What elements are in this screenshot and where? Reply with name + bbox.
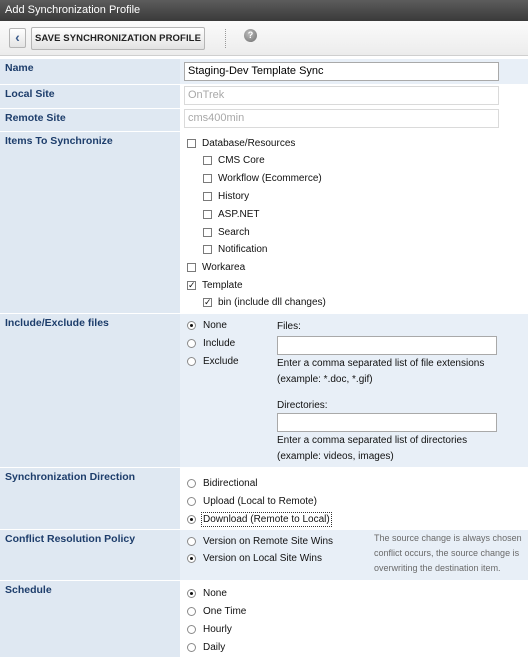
toolbar-separator <box>225 29 226 48</box>
checkbox[interactable] <box>203 210 212 219</box>
schedule-label: Schedule <box>0 581 180 657</box>
radio-button[interactable] <box>187 339 196 348</box>
checkbox[interactable] <box>203 245 212 254</box>
include-exclude-row <box>0 314 528 467</box>
checkbox[interactable] <box>203 174 212 183</box>
option-bin[interactable]: ✓ bin (include dll changes) <box>204 296 326 308</box>
files-input[interactable] <box>277 336 497 355</box>
remote-site-label: Remote Site <box>0 109 180 131</box>
radio-button[interactable] <box>187 537 196 546</box>
help-icon[interactable]: ? <box>244 29 257 42</box>
radio-schedule-one-time[interactable]: One Time <box>187 604 246 618</box>
radio-button[interactable] <box>187 497 196 506</box>
option-template[interactable]: ✓ Template <box>188 279 243 291</box>
radio-include-none[interactable]: None <box>187 318 227 332</box>
files-help-line-2: (example: *.doc, *.gif) <box>277 374 373 385</box>
radio-upload[interactable]: Upload (Local to Remote) <box>187 494 317 508</box>
radio-button[interactable] <box>187 643 196 652</box>
include-exclude-label: Include/Exclude files <box>0 314 180 467</box>
radio-schedule-none[interactable]: None <box>187 586 227 600</box>
remote-site-field: cms400min <box>184 109 499 128</box>
name-label: Name <box>0 59 180 84</box>
radio-bidirectional[interactable]: Bidirectional <box>187 476 257 490</box>
directories-input[interactable] <box>277 413 497 432</box>
option-notification[interactable]: Notification <box>203 242 267 256</box>
remote-site-row <box>0 109 528 131</box>
local-site-field: OnTrek <box>184 86 499 105</box>
radio-include[interactable]: Include <box>187 336 235 350</box>
radio-schedule-hourly[interactable]: Hourly <box>187 622 232 636</box>
schedule-row <box>0 581 528 657</box>
name-input[interactable]: Staging-Dev Template Sync <box>184 62 499 81</box>
checkbox-checked[interactable]: ✓ <box>188 279 196 290</box>
items-label: Items To Synchronize <box>0 132 180 313</box>
radio-button[interactable] <box>187 589 196 598</box>
checkbox-checked[interactable]: ✓ <box>204 296 212 307</box>
checkbox[interactable] <box>203 156 212 165</box>
option-workarea[interactable]: Workarea <box>187 260 245 274</box>
checkbox[interactable] <box>187 139 196 148</box>
conflict-row <box>0 530 528 580</box>
local-site-label: Local Site <box>0 85 180 108</box>
option-history[interactable]: History <box>203 189 249 203</box>
local-site-row <box>0 85 528 108</box>
radio-remote-wins[interactable]: Version on Remote Site Wins <box>187 534 333 548</box>
conflict-note-line-2: conflict occurs, the source change is <box>374 548 520 558</box>
radio-button[interactable] <box>187 554 196 563</box>
radio-button[interactable] <box>187 625 196 634</box>
radio-button[interactable] <box>187 607 196 616</box>
checkbox[interactable] <box>203 228 212 237</box>
items-row <box>0 132 528 313</box>
directories-help-line-1: Enter a comma separated list of directories <box>277 435 468 446</box>
conflict-note-line-3: overwriting the destination item. <box>374 563 501 573</box>
radio-schedule-daily[interactable]: Daily <box>187 640 225 654</box>
radio-button[interactable] <box>187 479 196 488</box>
files-label: Files: <box>277 321 301 332</box>
option-asp-net[interactable]: ASP.NET <box>203 207 260 221</box>
conflict-note-line-1: The source change is always chosen <box>374 533 522 543</box>
option-cms-core[interactable]: CMS Core <box>203 153 265 167</box>
option-search[interactable]: Search <box>203 225 250 239</box>
direction-label: Synchronization Direction <box>0 468 180 529</box>
radio-button[interactable] <box>187 357 196 366</box>
directories-label: Directories: <box>277 400 328 411</box>
conflict-label: Conflict Resolution Policy <box>0 530 180 580</box>
directories-help-line-2: (example: videos, images) <box>277 451 394 462</box>
radio-exclude[interactable]: Exclude <box>187 354 239 368</box>
option-workflow-ecommerce[interactable]: Workflow (Ecommerce) <box>203 171 322 185</box>
window-title: Add Synchronization Profile <box>0 0 528 21</box>
radio-button[interactable] <box>187 515 196 524</box>
save-synchronization-profile-button[interactable]: SAVE SYNCHRONIZATION PROFILE <box>31 27 205 50</box>
checkbox[interactable] <box>203 192 212 201</box>
files-help-line-1: Enter a comma separated list of file extensions <box>277 358 485 369</box>
option-database-resources[interactable]: Database/Resources <box>187 136 295 150</box>
direction-row <box>0 468 528 529</box>
toolbar <box>0 21 528 56</box>
radio-local-wins[interactable]: Version on Local Site Wins <box>187 551 322 565</box>
checkbox[interactable] <box>187 263 196 272</box>
name-row <box>0 59 528 84</box>
radio-button[interactable] <box>187 321 196 330</box>
back-button[interactable]: ‹ <box>9 28 26 48</box>
radio-download[interactable]: Download (Remote to Local) <box>187 512 330 526</box>
